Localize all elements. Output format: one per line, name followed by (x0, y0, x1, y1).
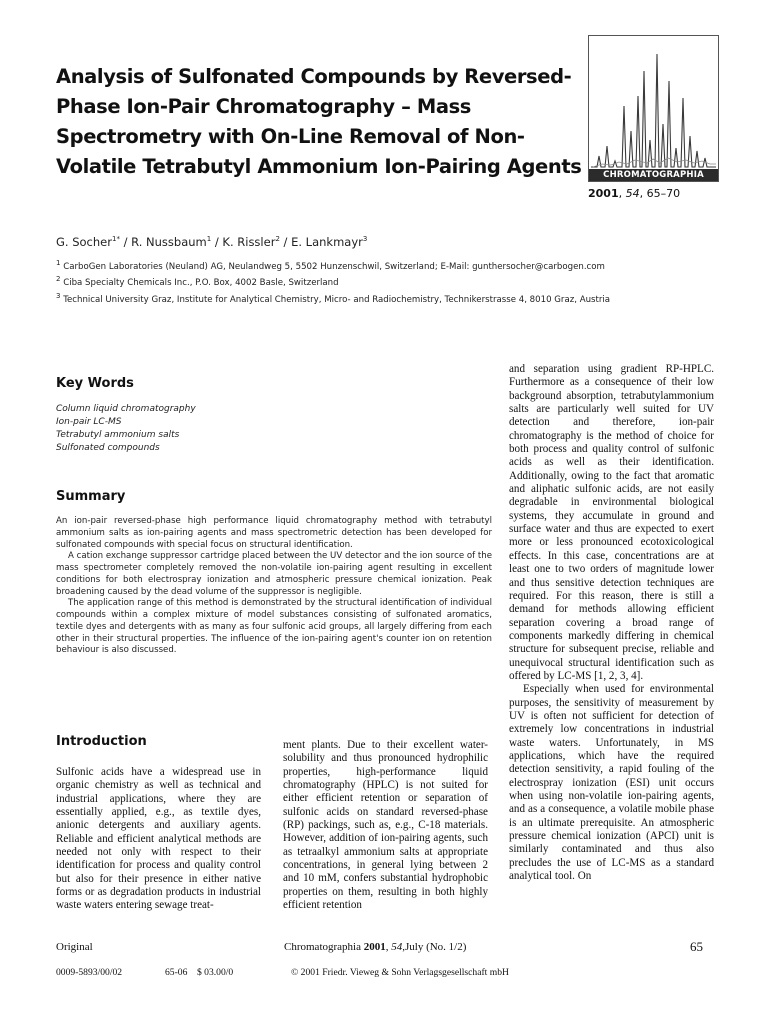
footer-volume: 54 (391, 941, 403, 953)
summary-paragraph: An ion-pair reversed-phase high performance liquid chromatography method with tetrabutyl ammonium salts as ion-pairing agents and mass spectrometric detection has been developed for sulfonated compounds with special focus on structural identification. (56, 516, 492, 550)
body-paragraph: and separation using gradient RP-HPLC. Furthermore as a consequence of their low background absorption, tetrabutylammonium salts are particularly well suited for UV detection and therefore, ion-pair chromatography is the method of choice for both process and quality control of sulfonic acids as well as their identification. Additionally, owing to the fact that aromatic and aliphatic sulfonic acids, are not easily degradable in environmental biological systems, they accumulate in ground and surface water and thus are expected to exert more or less pronounced ecotoxicological effects. In this case, concentrations are at least one to two orders of magnitude lower and thus sensitive detection techniques are required. For this reason, there is still a demand for methods allowing efficient separation covering a broad range of components markedly differing in chemical structure for subsequent precise, reliable and unequivocal structural identification such as offered by LC-MS [1, 2, 3, 4]. (509, 363, 714, 682)
body-column-1 (56, 766, 261, 913)
journal-logo (588, 35, 719, 182)
key-word: Sulfonated compounds (56, 443, 160, 453)
footer-price: 65-06 $ 03.00/0 (165, 967, 234, 978)
body-paragraph: ment plants. Due to their excellent water-solubility and thus pronounced hydrophilic properties, high-performance liquid chromatography (HPLC) is not suited for either efficient retention or separation of sulfonic acids on standard reversed-phase (RP) packings, such as, e.g., C-18 materials. However, addition of ion-pairing agents, such as tetraalkyl ammonium salts at appropriate concentrations, in general lying between 2 and 10 mM, confers substantial hydrophobic properties on them, resulting in both highly efficient retention (283, 739, 488, 912)
author-list (56, 235, 367, 249)
affiliations (56, 257, 610, 306)
affiliation-mark: 2 (56, 275, 61, 284)
page-number: 65 (690, 939, 703, 954)
author-name: R. Nussbaum (131, 235, 207, 249)
affiliation-text: Ciba Specialty Chemicals Inc., P.O. Box, 4002 Basle, Switzerland (63, 278, 339, 289)
author-name: K. Rissler (222, 235, 276, 249)
key-word: Column liquid chromatography (56, 404, 196, 414)
introduction-heading: Introduction (56, 734, 147, 749)
affiliation-text: CarboGen Laboratories (Neuland) AG, Neulandweg 5, 5502 Hunzenschwil, Switzerland; E-Mail: gunthersocher@carbogen.com (63, 261, 605, 272)
affiliation-mark: 3 (56, 291, 61, 300)
footer-journal-name: Chromatographia (284, 941, 361, 953)
journal-logo-text: CHROMATOGRAPHIA (589, 169, 718, 181)
summary-text (56, 516, 492, 657)
citation-pages: 65–70 (646, 187, 681, 200)
author-mark: 1 (206, 235, 212, 244)
citation: 2001, 54, 65–70 (588, 187, 681, 200)
citation-volume: 54 (625, 187, 640, 200)
key-word: Tetrabutyl ammonium salts (56, 430, 180, 440)
title-line: Volatile Tetrabutyl Ammonium Ion-Pairing Agents (56, 155, 582, 178)
article-title (56, 62, 582, 182)
title-line: Spectrometry with On-Line Removal of Non- (56, 125, 525, 148)
body-column-3 (509, 363, 714, 883)
chromatogram-icon (589, 36, 718, 169)
title-line: Analysis of Sulfonated Compounds by Reversed- (56, 65, 572, 88)
body-paragraph: Sulfonic acids have a widespread use in organic chemistry as well as technical and industrial applications, where they are essentially applied, e.g., as textile dyes, anionic detergents and auxiliary agents. Reliable and efficient analytical methods are needed not only with respect to their identification for process and quality control but also for their presence in either native forms or as degradation products in industrial waste waters entering sewage treat- (56, 766, 261, 912)
key-word: Ion-pair LC-MS (56, 417, 122, 427)
title-line: Phase Ion-Pair Chromatography – Mass (56, 95, 471, 118)
author-separator: / (279, 235, 292, 249)
key-words-list (56, 403, 196, 455)
body-column-2 (283, 739, 488, 912)
author-separator: / (119, 235, 132, 249)
author-mark: 3 (362, 235, 368, 244)
affiliation (56, 257, 610, 273)
affiliation (56, 290, 610, 306)
key-words-heading: Key Words (56, 376, 134, 391)
footer-year: 2001 (363, 941, 386, 953)
body-paragraph: Especially when used for environmental purposes, the sensitivity of measurement by UV is often not sufficient for detection of extremely low concentrations in industrial waste waters. Unfortunately, in MS applications, which have the required detection sensitivity, a rapid fouling of the electrospray ionization (ESI) unit occurs when using non-volatile ion-pairing agents, and as a consequence, a volatile mobile phase is an ultimate prerequisite. An atmospheric pressure chemical ionization (APCI) unit is similarly contaminated and thus also precludes the use of LC-MS as a standard analytical tool. On (509, 683, 714, 883)
affiliation (56, 273, 610, 289)
author-name: E. Lankmayr (291, 235, 363, 249)
article-type-label: Original (56, 941, 93, 953)
author-separator: / (211, 235, 223, 249)
author-name: G. Socher (56, 235, 112, 249)
affiliation-mark: 1 (56, 259, 61, 267)
summary-heading: Summary (56, 489, 126, 504)
affiliation-text: Technical University Graz, Institute for Analytical Chemistry, Micro- and Radiochemistry, Technikerstrasse 4, 8010 Graz, Austria (63, 294, 611, 305)
footer-issue: ,July (No. 1/2) (402, 941, 467, 953)
summary-paragraph: A cation exchange suppressor cartridge placed between the UV detector and the ion source of the mass spectrometer completely removed the non-volatile ion-pairing agent resulting in excellent conditions for both electrospray ionization and atmospheric pressure chemical ionization. Peak broadening caused by the dead volume of the suppressor is negligible. (56, 551, 492, 597)
citation-year: 2001 (588, 187, 619, 200)
footer-journal-citation: Chromatographia 2001, 54,July (No. 1/2) (284, 941, 467, 953)
author-mark: 2 (275, 235, 280, 244)
footer-copyright: © 2001 Friedr. Vieweg & Sohn Verlagsgesellschaft mbH (291, 967, 509, 978)
author-mark: 1* (111, 235, 120, 244)
footer-issn: 0009-5893/00/02 (56, 967, 123, 978)
summary-paragraph: The application range of this method is demonstrated by the structural identification of individual compounds within a complex mixture of model substances consisting of sulfonated aromatics, textile dyes and detergents with as many as four sulfonic acid groups, all largely differing from each other in their structural properties. The influence of the ion-pairing agent's counter ion on retention behaviour is also discussed. (56, 598, 492, 656)
